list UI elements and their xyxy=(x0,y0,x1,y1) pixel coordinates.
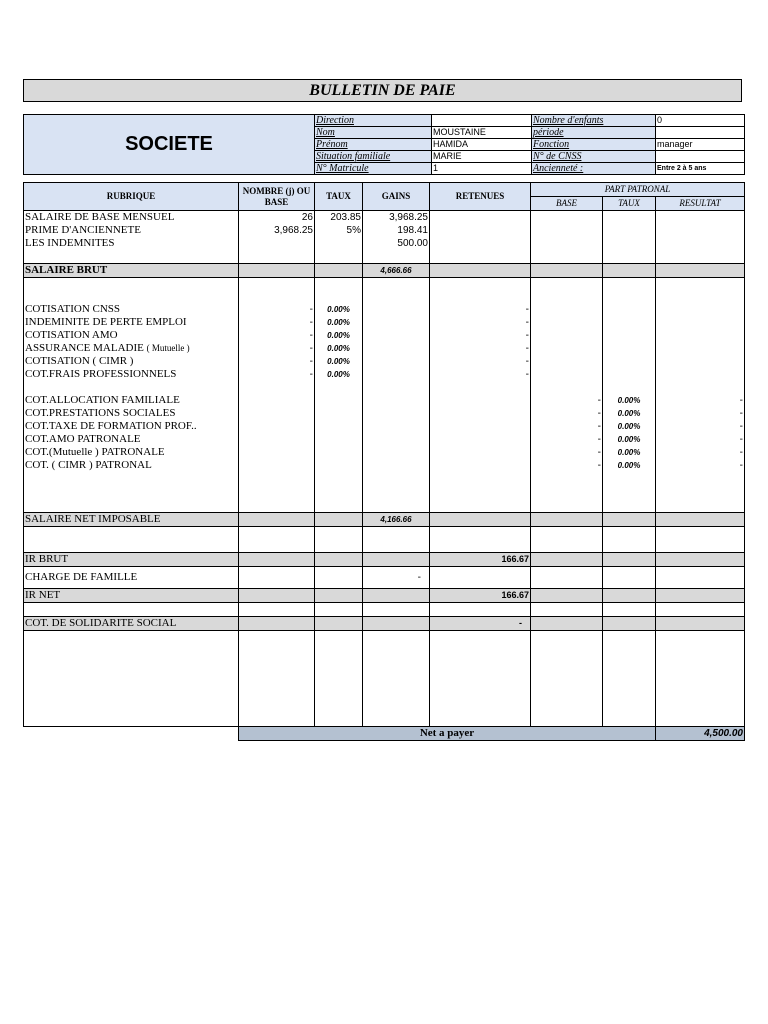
col-header-rubrique: RUBRIQUE xyxy=(24,183,239,211)
ir-brut-row xyxy=(24,553,745,567)
row-retenue: - xyxy=(430,303,531,316)
company-name: SOCIETE xyxy=(24,115,315,175)
row-base: - xyxy=(531,433,603,446)
row-taux: 0.00% xyxy=(315,368,363,381)
row-taux-pp: 0.00% xyxy=(603,394,656,407)
table-row xyxy=(24,394,745,407)
row-resultat: - xyxy=(656,394,745,407)
row-base: - xyxy=(531,459,603,472)
row-base: - xyxy=(531,394,603,407)
table-row xyxy=(24,316,745,329)
row-taux: 0.00% xyxy=(315,355,363,368)
row-label: COTISATION CNSS xyxy=(24,303,239,316)
table-row xyxy=(24,420,745,433)
salaire-net-imposable-row xyxy=(24,513,745,527)
row-nombre: - xyxy=(239,342,315,355)
label-direction: Direction xyxy=(315,115,432,127)
table-row xyxy=(24,407,745,420)
row-label: COT.TAXE DE FORMATION PROF.. xyxy=(24,420,239,433)
row-taux-pp: 0.00% xyxy=(603,446,656,459)
label-periode: période xyxy=(532,127,656,139)
net-a-payer-label: Net a payer xyxy=(239,727,656,741)
row-label: COT. ( CIMR ) PATRONAL xyxy=(24,459,239,472)
table-row xyxy=(24,303,745,316)
row-taux: 0.00% xyxy=(315,316,363,329)
row-resultat: - xyxy=(656,446,745,459)
row-gains: 500.00 xyxy=(363,237,430,250)
row-taux-pp: 0.00% xyxy=(603,407,656,420)
value-situation-familiale: MARIE xyxy=(432,151,532,163)
label-fonction: Fonction xyxy=(532,139,656,151)
label-nombre-enfants: Nombre d'enfants xyxy=(532,115,656,127)
row-resultat: - xyxy=(656,407,745,420)
label-cnss: N° de CNSS xyxy=(532,151,656,163)
row-retenue: - xyxy=(430,316,531,329)
table-row xyxy=(24,237,745,250)
col-header-resultat: RESULTAT xyxy=(656,197,745,211)
row-base: - xyxy=(531,446,603,459)
payslip-table xyxy=(23,182,745,741)
charge-famille-label: CHARGE DE FAMILLE xyxy=(24,567,239,589)
table-row xyxy=(24,459,745,472)
value-periode xyxy=(656,127,745,139)
salaire-net-imposable-label: SALAIRE NET IMPOSABLE xyxy=(24,513,239,527)
table-row xyxy=(24,224,745,237)
table-row xyxy=(24,355,745,368)
row-taux-pp: 0.00% xyxy=(603,459,656,472)
salaire-brut-label: SALAIRE BRUT xyxy=(24,264,239,278)
row-gains: 198.41 xyxy=(363,224,430,237)
row-label: COT.AMO PATRONALE xyxy=(24,433,239,446)
row-nombre: - xyxy=(239,368,315,381)
row-nombre: - xyxy=(239,329,315,342)
row-taux: 0.00% xyxy=(315,303,363,316)
row-resultat: - xyxy=(656,420,745,433)
row-base: - xyxy=(531,420,603,433)
table-row xyxy=(24,329,745,342)
row-taux: 5% xyxy=(315,224,363,237)
table-row xyxy=(24,368,745,381)
net-a-payer-value: 4,500.00 xyxy=(656,727,745,741)
ir-net-row xyxy=(24,589,745,603)
value-nombre-enfants: 0 xyxy=(656,115,745,127)
charge-famille-value: - xyxy=(363,567,430,589)
row-retenue: - xyxy=(430,342,531,355)
label-prenom: Prénom xyxy=(315,139,432,151)
value-cnss xyxy=(656,151,745,163)
row-retenue: - xyxy=(430,368,531,381)
table-row xyxy=(24,342,745,355)
row-label: COT.FRAIS PROFESSIONNELS xyxy=(24,368,239,381)
row-taux: 0.00% xyxy=(315,329,363,342)
row-label: PRIME D'ANCIENNETE xyxy=(24,224,239,237)
employee-info-table xyxy=(23,114,745,175)
label-nom: Nom xyxy=(315,127,432,139)
row-taux: 203.85 xyxy=(315,211,363,225)
row-nombre: 3,968.25 xyxy=(239,224,315,237)
col-header-base: BASE xyxy=(531,197,603,211)
col-header-taux-pp: TAUX xyxy=(603,197,656,211)
col-header-part-patronal: PART PATRONAL xyxy=(531,183,745,197)
table-row xyxy=(24,211,745,225)
label-anciennete: Ancienneté : xyxy=(532,163,656,175)
ir-net-label: IR NET xyxy=(24,589,239,603)
ir-brut-label: IR BRUT xyxy=(24,553,239,567)
row-label: COT.(Mutuelle ) PATRONALE xyxy=(24,446,239,459)
solidarite-label: COT. DE SOLIDARITE SOCIAL xyxy=(24,617,239,631)
row-label: SALAIRE DE BASE MENSUEL xyxy=(24,211,239,225)
row-resultat: - xyxy=(656,433,745,446)
col-header-nombre: NOMBRE (j) OU BASE xyxy=(239,183,315,211)
row-label: LES INDEMNITES xyxy=(24,237,239,250)
row-taux-pp: 0.00% xyxy=(603,420,656,433)
salaire-brut-row xyxy=(24,264,745,278)
value-anciennete: Entre 2 à 5 ans xyxy=(656,163,745,175)
row-nombre: - xyxy=(239,303,315,316)
charge-famille-row xyxy=(24,567,745,589)
value-direction xyxy=(432,115,532,127)
row-retenue: - xyxy=(430,329,531,342)
row-base: - xyxy=(531,407,603,420)
document-title: BULLETIN DE PAIE xyxy=(23,79,742,102)
table-row xyxy=(24,433,745,446)
row-label: COTISATION ( CIMR ) xyxy=(24,355,239,368)
col-header-taux: TAUX xyxy=(315,183,363,211)
solidarite-row xyxy=(24,617,745,631)
row-taux xyxy=(315,237,363,250)
row-label: COT.ALLOCATION FAMILIALE xyxy=(24,394,239,407)
solidarite-value: - xyxy=(430,617,531,631)
table-row xyxy=(24,446,745,459)
row-taux: 0.00% xyxy=(315,342,363,355)
row-nombre: 26 xyxy=(239,211,315,225)
net-a-payer-row xyxy=(24,727,745,741)
row-nombre xyxy=(239,237,315,250)
label-situation-familiale: Situation familiale xyxy=(315,151,432,163)
value-matricule: 1 xyxy=(432,163,532,175)
value-nom: MOUSTAINE xyxy=(432,127,532,139)
row-label: COTISATION AMO xyxy=(24,329,239,342)
row-taux-pp: 0.00% xyxy=(603,433,656,446)
row-nombre: - xyxy=(239,355,315,368)
row-resultat: - xyxy=(656,459,745,472)
col-header-gains: GAINS xyxy=(363,183,430,211)
value-fonction: manager xyxy=(656,139,745,151)
label-matricule: N° Matricule xyxy=(315,163,432,175)
row-nombre: - xyxy=(239,316,315,329)
value-prenom: HAMIDA xyxy=(432,139,532,151)
ir-brut-value: 166.67 xyxy=(430,553,531,567)
row-label: INDEMINITE DE PERTE EMPLOI xyxy=(24,316,239,329)
col-header-retenues: RETENUES xyxy=(430,183,531,211)
row-gains: 3,968.25 xyxy=(363,211,430,225)
salaire-net-imposable-value: 4,166.66 xyxy=(363,513,430,527)
ir-net-value: 166.67 xyxy=(430,589,531,603)
row-label: COT.PRESTATIONS SOCIALES xyxy=(24,407,239,420)
row-retenue: - xyxy=(430,355,531,368)
salaire-brut-value: 4,666.66 xyxy=(363,264,430,278)
row-label: ASSURANCE MALADIE ( Mutuelle ) xyxy=(24,342,239,355)
